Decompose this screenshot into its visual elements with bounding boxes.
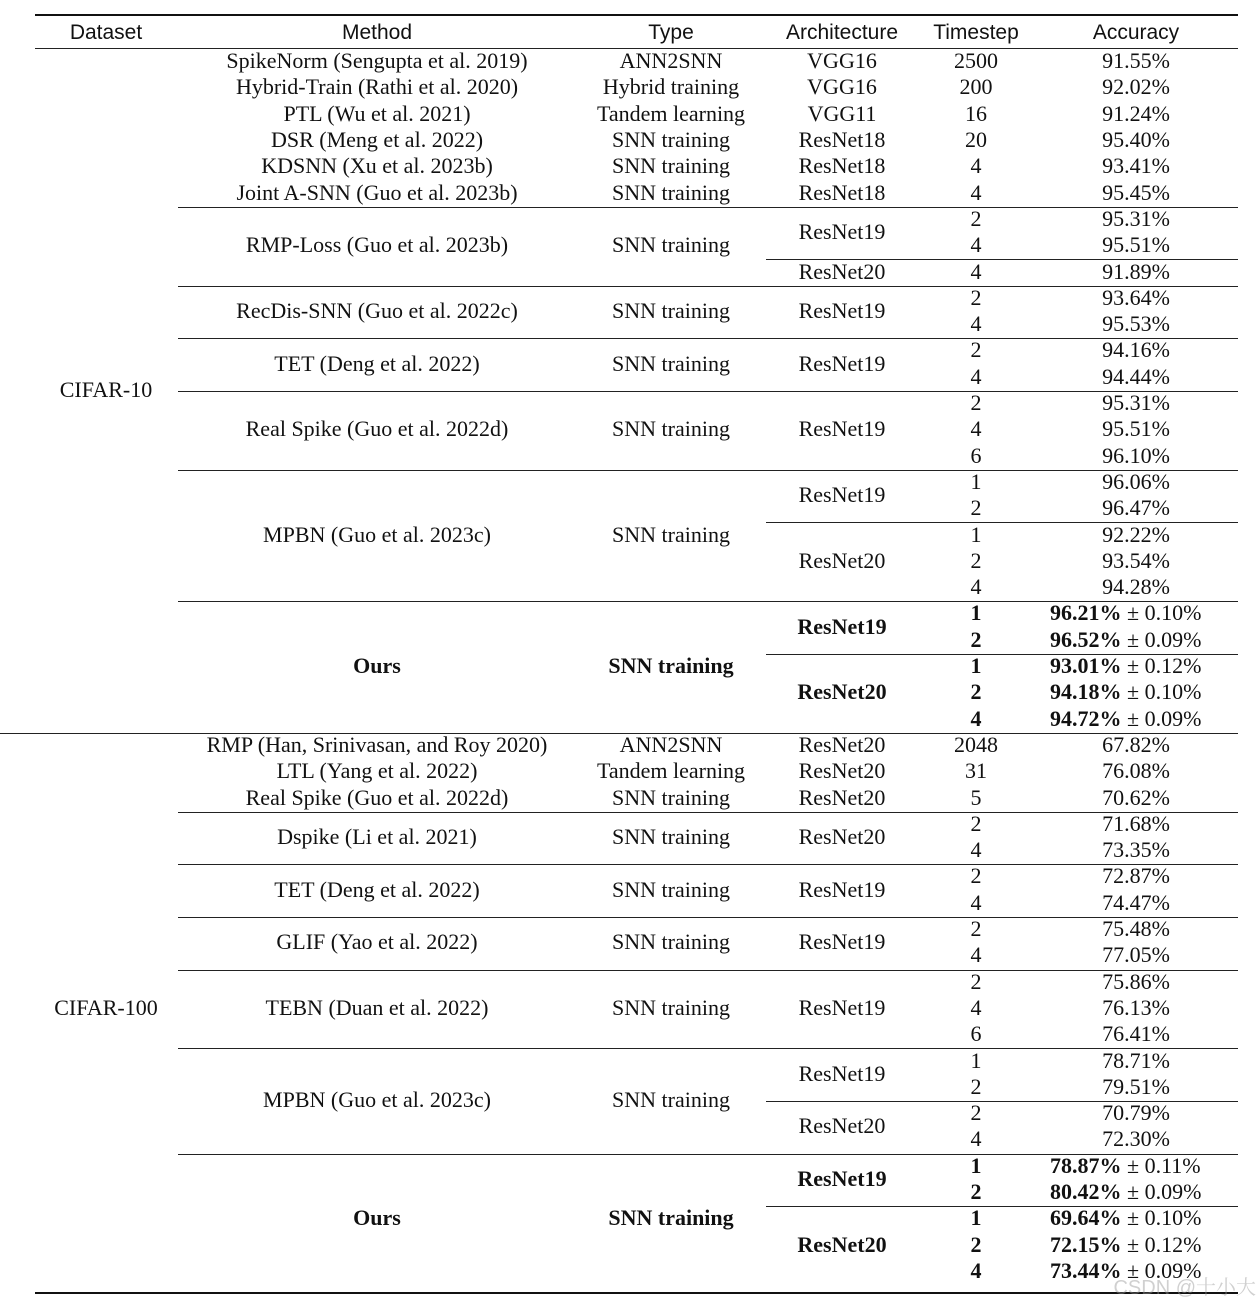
accuracy-std: ± 0.09% [1121,1257,1202,1283]
timestep-cell: 2 [970,1073,982,1099]
type-cell: Tandem learning [596,758,746,784]
method-cell: SpikeNorm (Sengupta et al. 2019) [226,48,528,74]
timestep-cell: 200 [959,74,993,100]
timestep-cell: 2 [970,547,982,573]
column-header-architecture: Architecture [785,21,899,44]
accuracy-std: ± 0.10% [1121,679,1202,705]
column-header-dataset: Dataset [69,21,143,44]
timestep-cell: 4 [970,179,982,205]
architecture-cell: ResNet19 [798,416,886,442]
accuracy-cell: 91.89% [1102,258,1170,284]
accuracy-value: 94.18% [1050,679,1122,705]
column-header-accuracy: Accuracy [1092,21,1180,44]
accuracy-cell: 95.51% [1102,232,1170,258]
table-top-rule [35,14,1238,16]
accuracy-cell: 70.79% [1102,1100,1170,1126]
type-cell: SNN training [608,653,734,679]
architecture-cell: ResNet20 [798,824,886,849]
accuracy-cell: 75.86% [1102,968,1170,994]
method-cell: TET (Deng et al. 2022) [274,350,480,376]
timestep-cell: 6 [970,1021,982,1047]
timestep-cell: 1 [970,1047,982,1073]
accuracy-cell: 95.45% [1102,179,1170,205]
timestep-cell: 4 [970,837,982,863]
architecture-cell: ResNet20 [797,679,887,705]
type-cell: SNN training [612,784,730,810]
group-rule [178,391,1238,392]
accuracy-cell: 93.54% [1102,547,1170,573]
timestep-cell: 2 [970,863,982,889]
accuracy-value: 80.42% [1050,1179,1122,1205]
architecture-cell: ResNet19 [798,994,886,1020]
timestep-cell: 2 [970,495,982,521]
accuracy-cell: 78.71% [1102,1047,1170,1073]
timestep-cell: 4 [970,705,982,731]
accuracy-value: 96.21% [1050,600,1122,626]
timestep-cell: 2500 [954,48,998,74]
accuracy-cell: 95.53% [1102,311,1170,337]
timestep-cell: 1 [970,521,982,547]
timestep-cell: 4 [970,232,982,258]
method-cell: TEBN (Duan et al. 2022) [265,994,489,1020]
timestep-cell: 1 [970,1152,982,1178]
accuracy-cell: 94.44% [1102,363,1170,389]
architecture-cell: ResNet19 [797,613,887,639]
accuracy-std: ± 0.09% [1121,1179,1202,1205]
accuracy-cell: 93.41% [1102,153,1170,179]
type-cell: SNN training [612,127,730,153]
watermark: CSDN @十小大 [1113,1277,1256,1299]
accuracy-cell: 91.24% [1102,100,1170,126]
architecture-cell: VGG11 [807,100,877,126]
timestep-cell: 1 [970,653,982,679]
type-cell: SNN training [612,824,730,849]
type-cell: SNN training [612,521,730,547]
group-rule [178,864,1238,865]
method-cell: KDSNN (Xu et al. 2023b) [261,153,493,179]
group-rule [178,917,1238,918]
accuracy-cell [1050,1232,1201,1258]
architecture-cell: ResNet20 [798,758,886,784]
type-cell: SNN training [612,929,730,955]
column-header-type: Type [648,21,694,44]
table-bottom-rule [35,1292,1238,1294]
timestep-cell: 4 [970,1126,982,1152]
timestep-cell: 1 [970,468,982,494]
accuracy-cell: 73.35% [1102,837,1170,863]
accuracy-std: ± 0.10% [1121,600,1202,626]
group-rule [178,470,1238,471]
accuracy-cell: 95.40% [1102,127,1170,153]
dataset-cell: CIFAR-100 [48,995,164,1021]
timestep-cell: 20 [965,127,987,153]
type-cell: SNN training [612,153,730,179]
dataset-cell: CIFAR-10 [54,377,159,403]
accuracy-value: 93.01% [1050,653,1122,679]
timestep-cell: 4 [970,994,982,1020]
timestep-cell: 2 [970,968,982,994]
accuracy-std: ± 0.10% [1121,1205,1202,1231]
type-cell: SNN training [612,232,730,258]
timestep-cell: 2 [970,810,982,836]
accuracy-cell: 96.06% [1102,468,1170,494]
method-cell: GLIF (Yao et al. 2022) [276,929,478,955]
accuracy-value: 78.87% [1050,1152,1122,1178]
type-cell: SNN training [612,350,730,376]
timestep-cell: 2 [970,390,982,416]
timestep-cell: 4 [970,258,982,284]
accuracy-cell: 92.22% [1102,521,1170,547]
accuracy-cell [1050,1205,1201,1231]
accuracy-value: 69.64% [1050,1205,1122,1231]
timestep-cell: 2 [970,1179,982,1205]
timestep-cell: 2048 [954,731,998,757]
column-header-method: Method [341,21,413,44]
type-cell: Hybrid training [602,74,740,100]
type-cell: SNN training [612,994,730,1020]
accuracy-cell [1050,1179,1201,1205]
timestep-cell: 4 [970,153,982,179]
accuracy-value: 96.52% [1050,626,1122,652]
timestep-cell: 4 [970,311,982,337]
architecture-cell: VGG16 [807,74,877,100]
accuracy-cell: 92.02% [1102,74,1170,100]
group-rule [178,286,1238,287]
architecture-cell: ResNet20 [798,1113,886,1139]
accuracy-cell: 75.48% [1102,916,1170,942]
method-cell: DSR (Meng et al. 2022) [270,127,484,153]
method-cell: Real Spike (Guo et al. 2022d) [245,784,509,810]
architecture-cell: ResNet19 [797,1165,887,1191]
group-rule [178,338,1238,339]
method-cell: Joint A-SNN (Guo et al. 2023b) [236,179,518,205]
timestep-cell: 2 [970,284,982,310]
architecture-cell: ResNet19 [798,929,886,955]
group-rule [178,207,1238,208]
type-cell: ANN2SNN [619,48,723,74]
accuracy-cell: 96.47% [1102,495,1170,521]
group-rule [178,812,1238,813]
architecture-cell: ResNet19 [798,298,886,323]
timestep-cell: 4 [970,1257,982,1283]
accuracy-value: 73.44% [1050,1257,1122,1283]
type-cell: SNN training [608,1205,734,1231]
timestep-cell: 31 [965,758,987,784]
architecture-cell: ResNet20 [798,784,886,810]
method-cell: MPBN (Guo et al. 2023c) [263,521,491,547]
accuracy-cell: 72.87% [1102,863,1170,889]
accuracy-cell [1050,679,1201,705]
accuracy-cell [1050,600,1201,626]
type-cell: ANN2SNN [619,731,723,757]
accuracy-std: ± 0.09% [1121,705,1202,731]
architecture-cell: ResNet19 [798,219,886,245]
accuracy-cell: 72.30% [1102,1126,1170,1152]
timestep-cell: 2 [970,626,982,652]
timestep-cell: 2 [970,916,982,942]
accuracy-cell: 76.08% [1102,758,1170,784]
type-cell: SNN training [612,416,730,442]
accuracy-cell: 79.51% [1102,1073,1170,1099]
type-cell: SNN training [612,876,730,902]
accuracy-std: ± 0.12% [1121,1231,1202,1257]
architecture-cell: ResNet19 [798,1060,886,1086]
method-cell: RMP-Loss (Guo et al. 2023b) [245,232,509,258]
method-cell: MPBN (Guo et al. 2023c) [263,1087,491,1112]
architecture-cell: ResNet18 [798,179,886,205]
column-header-timestep: Timestep [933,21,1019,44]
accuracy-std: ± 0.11% [1121,1152,1201,1178]
type-cell: SNN training [612,1087,730,1112]
timestep-cell: 1 [970,600,982,626]
method-cell: LTL (Yang et al. 2022) [276,758,478,784]
timestep-cell: 2 [970,1100,982,1126]
timestep-cell: 16 [965,100,987,126]
method-cell: Real Spike (Guo et al. 2022d) [245,416,509,442]
accuracy-cell: 71.68% [1102,810,1170,836]
accuracy-value: 94.72% [1050,705,1122,731]
architecture-cell: ResNet20 [797,1231,887,1257]
accuracy-cell: 76.13% [1102,994,1170,1020]
accuracy-cell: 95.31% [1102,205,1170,231]
timestep-cell: 4 [970,574,982,600]
accuracy-cell: 74.47% [1102,889,1170,915]
timestep-cell: 2 [970,1231,982,1257]
architecture-cell: VGG16 [807,48,877,74]
timestep-cell: 4 [970,416,982,442]
architecture-cell: ResNet20 [798,547,886,573]
accuracy-cell [1050,1153,1201,1179]
accuracy-cell: 77.05% [1102,942,1170,968]
timestep-cell: 2 [970,337,982,363]
architecture-cell: ResNet19 [798,876,886,902]
method-cell: RecDis-SNN (Guo et al. 2022c) [236,298,518,323]
architecture-cell: ResNet18 [798,127,886,153]
accuracy-cell: 70.62% [1102,784,1170,810]
accuracy-std: ± 0.12% [1121,653,1202,679]
accuracy-cell: 91.55% [1102,48,1170,74]
accuracy-cell: 94.16% [1102,337,1170,363]
method-cell: Hybrid-Train (Rathi et al. 2020) [235,74,519,100]
architecture-cell: ResNet20 [798,258,886,284]
method-cell: PTL (Wu et al. 2021) [283,100,471,126]
accuracy-cell [1050,706,1201,732]
accuracy-cell [1050,627,1201,653]
timestep-cell: 2 [970,679,982,705]
accuracy-cell [1050,653,1201,679]
group-rule [178,1048,1238,1049]
accuracy-cell: 96.10% [1102,442,1170,468]
timestep-cell: 1 [970,1205,982,1231]
timestep-cell: 5 [970,784,982,810]
accuracy-cell: 76.41% [1102,1021,1170,1047]
method-cell: Ours [353,653,401,679]
timestep-cell: 4 [970,942,982,968]
accuracy-cell: 95.51% [1102,416,1170,442]
method-cell: TET (Deng et al. 2022) [274,876,480,902]
accuracy-cell: 67.82% [1102,731,1170,757]
timestep-cell: 4 [970,363,982,389]
accuracy-value: 72.15% [1050,1231,1122,1257]
method-cell: Dspike (Li et al. 2021) [277,824,477,849]
architecture-cell: ResNet20 [798,731,886,757]
accuracy-cell: 95.31% [1102,390,1170,416]
architecture-cell: ResNet19 [798,482,886,508]
architecture-cell: ResNet18 [798,153,886,179]
accuracy-std: ± 0.09% [1121,626,1202,652]
accuracy-cell: 93.64% [1102,284,1170,310]
type-cell: SNN training [612,179,730,205]
type-cell: SNN training [612,298,730,323]
timestep-cell: 2 [970,205,982,231]
method-cell: Ours [353,1205,401,1231]
accuracy-cell: 94.28% [1102,574,1170,600]
timestep-cell: 4 [970,889,982,915]
timestep-cell: 6 [970,442,982,468]
type-cell: Tandem learning [596,100,746,126]
method-cell: RMP (Han, Srinivasan, and Roy 2020) [206,731,548,757]
architecture-cell: ResNet19 [798,350,886,376]
group-rule [178,970,1238,971]
